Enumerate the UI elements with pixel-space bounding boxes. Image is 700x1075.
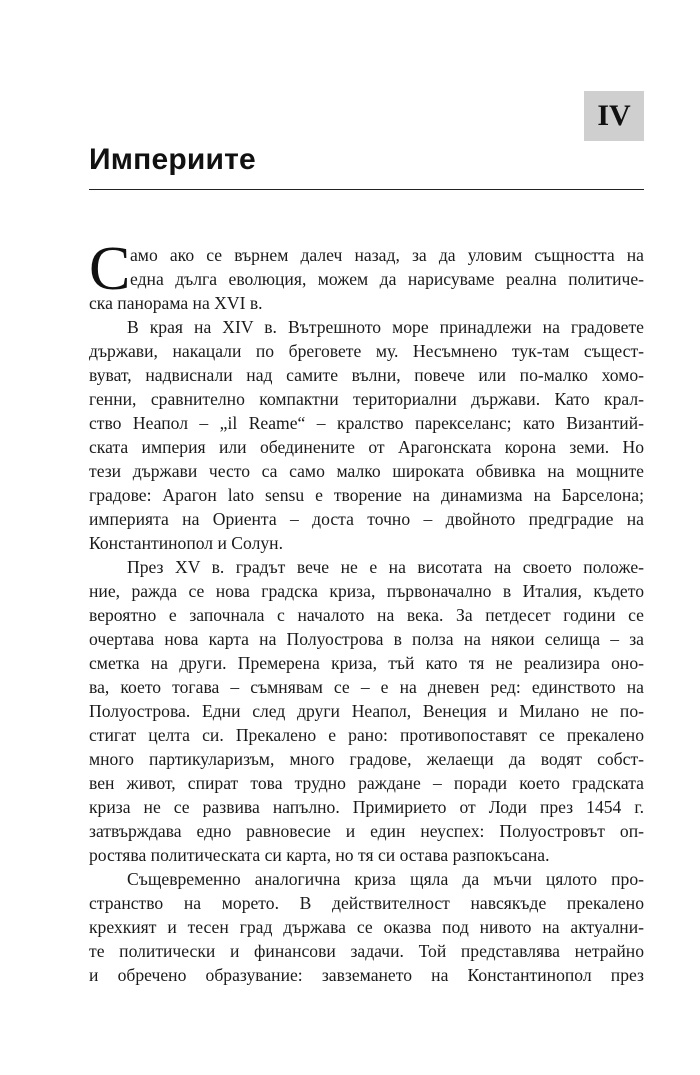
text-line: сметка на други. Премерена криза, тъй като тя не реализира оно- xyxy=(89,653,644,673)
text-line: Константинопол и Солун. xyxy=(89,533,283,553)
text-line: Полуострова. Едни след други Неапол, Венеция и Милано не по- xyxy=(89,701,644,721)
text-line: вен живот, спират това трудно раждане – поради което градската xyxy=(89,773,644,793)
paragraph-3 xyxy=(89,555,644,867)
text-line: ростява политическата си карта, но тя си остава разпокъсана. xyxy=(89,845,550,865)
title-rule xyxy=(89,189,644,190)
text-line: ние, ражда се нова градска криза, първоначално в Италия, където xyxy=(89,581,644,601)
text-line: затвърждава едно равновесие и един неуспех: Полуостровът оп- xyxy=(89,821,644,841)
text-line: криза не се развива напълно. Примирието от Лоди през 1454 г. xyxy=(89,797,644,817)
text-line: една дълга еволюция, можем да нарисуваме реална политиче- xyxy=(130,269,644,289)
text-line: ската империя или обединените от Арагонската корона земи. Но xyxy=(89,437,644,457)
text-line: Същевременно аналогична криза щяла да мъчи цялото про- xyxy=(127,869,644,889)
text-line: ска панорама на XVI в. xyxy=(89,293,263,313)
chapter-number-badge: IV xyxy=(584,91,644,141)
text-line: крехкият и тесен град държава се оказва под нивото на актуални- xyxy=(89,917,644,937)
text-line: стигат целта си. Прекалено е рано: противопоставят се прекалено xyxy=(89,725,644,745)
text-line: империята на Ориента – доста точно – двойното предградие на xyxy=(89,509,644,529)
text-line: В края на XIV в. Вътрешното море принадлежи на градовете xyxy=(127,317,644,337)
text-line: тези държави често са само малко широката обвивка на мощните xyxy=(89,461,644,481)
text-line: много партикуларизъм, много градове, желаещи да водят собст- xyxy=(89,749,644,769)
paragraph-2 xyxy=(89,315,644,555)
text-line: вуват, надвиснали над самите вълни, повече или по-малко хомо- xyxy=(89,365,644,385)
text-line: и обречено образувание: завземането на Константинопол през xyxy=(89,965,644,985)
text-line: ство Неапол – „il Reame“ – кралство парекселанс; като Византий- xyxy=(89,413,644,433)
chapter-title: Империите xyxy=(89,143,256,176)
text-line: градове: Арагон lato sensu е творение на динамизма на Барселона; xyxy=(89,485,644,505)
text-line: генни, сравнително компактни териториални държави. Като крал- xyxy=(89,389,644,409)
text-line: вероятно е започнала с началото на века. За петдесет години се xyxy=(89,605,644,625)
text-line: те политически и финансови задачи. Той представлява нетрайно xyxy=(89,941,644,961)
text-line: амо ако се върнем далеч назад, за да уловим същността на xyxy=(130,245,644,265)
text-line: държави, накацали по бреговете му. Несъмнено тук-там същест- xyxy=(89,341,644,361)
text-line: странство на морето. В действителност навсякъде прекалено xyxy=(89,893,644,913)
text-line: През XV в. градът вече не е на висотата на своето положе- xyxy=(127,557,644,577)
text-line: ва, което тогава – съмнявам се – е на дневен ред: единството на xyxy=(89,677,644,697)
body-text xyxy=(89,235,644,987)
text-line: очертава нова карта на Полуострова в полза на някои селища – за xyxy=(89,629,644,649)
paragraph-1 xyxy=(89,235,644,315)
drop-cap: С xyxy=(89,235,131,303)
paragraph-4 xyxy=(89,867,644,987)
